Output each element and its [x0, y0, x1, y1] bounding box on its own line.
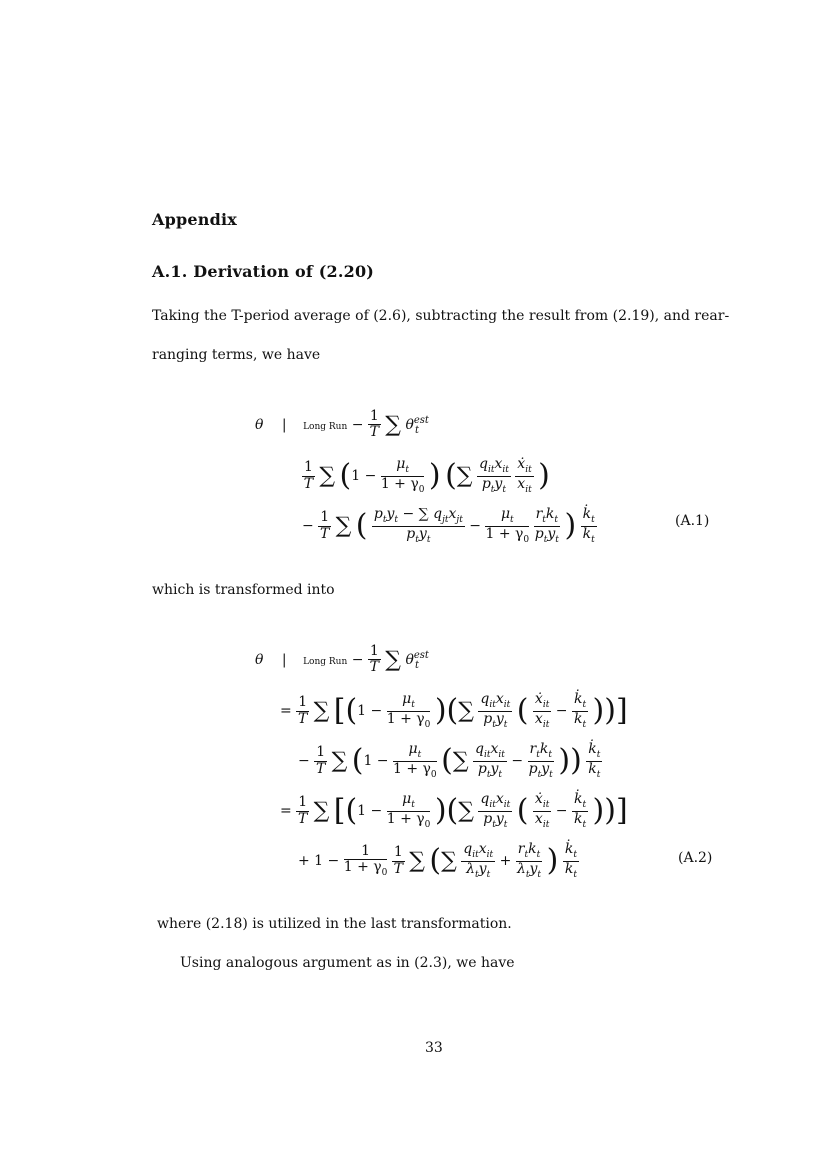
- equation-label: (A.2): [678, 850, 713, 866]
- paragraph-line: Taking the T-period average of (2.6), subtracting the result from (2.19), and rear-: [152, 308, 730, 324]
- theta-symbol: θ: [255, 651, 264, 668]
- evaluation-bar: |: [281, 651, 287, 668]
- subsection-heading: A.1. Derivation of (2.20): [152, 262, 375, 281]
- equation-label: (A.1): [675, 513, 710, 529]
- evaluation-bar: |: [281, 416, 287, 433]
- theta-est: θ: [405, 416, 414, 433]
- paragraph-line: Using analogous argument as in (2.3), we have: [180, 955, 515, 971]
- est-superscript: est: [413, 650, 429, 662]
- appendix-heading: Appendix: [152, 210, 238, 229]
- theta-est: θ: [405, 651, 414, 668]
- long-run-subscript: Long Run: [303, 421, 348, 432]
- t-subscript: t: [414, 424, 419, 436]
- equation-a2: θ | Long Run − $\frac{1}{T}$ ∑ $\theta^{est}_t$ = $\frac{1}{T}$ ∑ [(1 − $\frac{\mu_t}{1 + \gamma_0}$ )(∑ $\frac{q_{it}x_{it}}{p_ty_t}$ ( $\frac{ẋ_{it}}{x_{it}}$ − $\frac{k̇_t}{k_t}$ ))] − $\frac{1}{T}$ ∑ (1 − $\frac{\mu_t}{1 + \gamma_0}$ (∑ $\frac{q_{it}x_{it}}{p_ty_t}$ − $\frac{r_tk_t}{p_ty_t}$ )) $\frac{k̇_t}{k_t}$ = $\frac{1}{T}$ ∑ [(1 − $\frac{\mu_t}{1 + \gamma_0}$ )(∑ $\frac{q_{it}x_{it}}{p_ty_t}$ ( $\frac{ẋ_{it}}{x_{it}}$ − $\frac{k̇_t}{k_t}$ ))] + 1 − $\frac{1}{1 + \gamma_0}$ $\frac{1}{T}$ ∑ (∑ $\frac{q_{it}x_{it}}{\lambda_ty_t}$ + $\frac{r_tk_t}{\lambda_ty_t}$ ) $\frac{k̇_t}{k_t}$ (A.2): [255, 643, 713, 880]
- paragraph-line: which is transformed into: [152, 582, 335, 598]
- paragraph-line: ranging terms, we have: [152, 347, 321, 363]
- est-superscript: est: [413, 415, 429, 427]
- paragraph-line: where (2.18) is utilized in the last transformation.: [157, 916, 512, 932]
- t-subscript: t: [414, 659, 419, 671]
- theta-symbol: θ: [255, 416, 264, 433]
- long-run-subscript: Long Run: [303, 656, 348, 667]
- page-number: 33: [425, 1040, 443, 1056]
- equation-a1: θ | Long Run − $\frac{1}{T}$ ∑ $\theta^{est}_t$ $\frac{1}{T}$ ∑ (1 − $\frac{\mu_t}{1 + \gamma_0}$ ) (∑ $\frac{q_{it}x_{it}}{p_ty_t}$ $\frac{ẋ_{it}}{x_{it}}$ ) − $\frac{1}{T}$ ∑ ( $\frac{p_ty_t - \sum q_{jt}x_{jt}}{p_ty_t}$ − $\frac{\mu_t}{1 + \gamma_0}$ $\frac{r_tk_t}{p_ty_t}$ ) $\frac{k̇_t}{k_t}$ (A.1): [255, 408, 710, 545]
